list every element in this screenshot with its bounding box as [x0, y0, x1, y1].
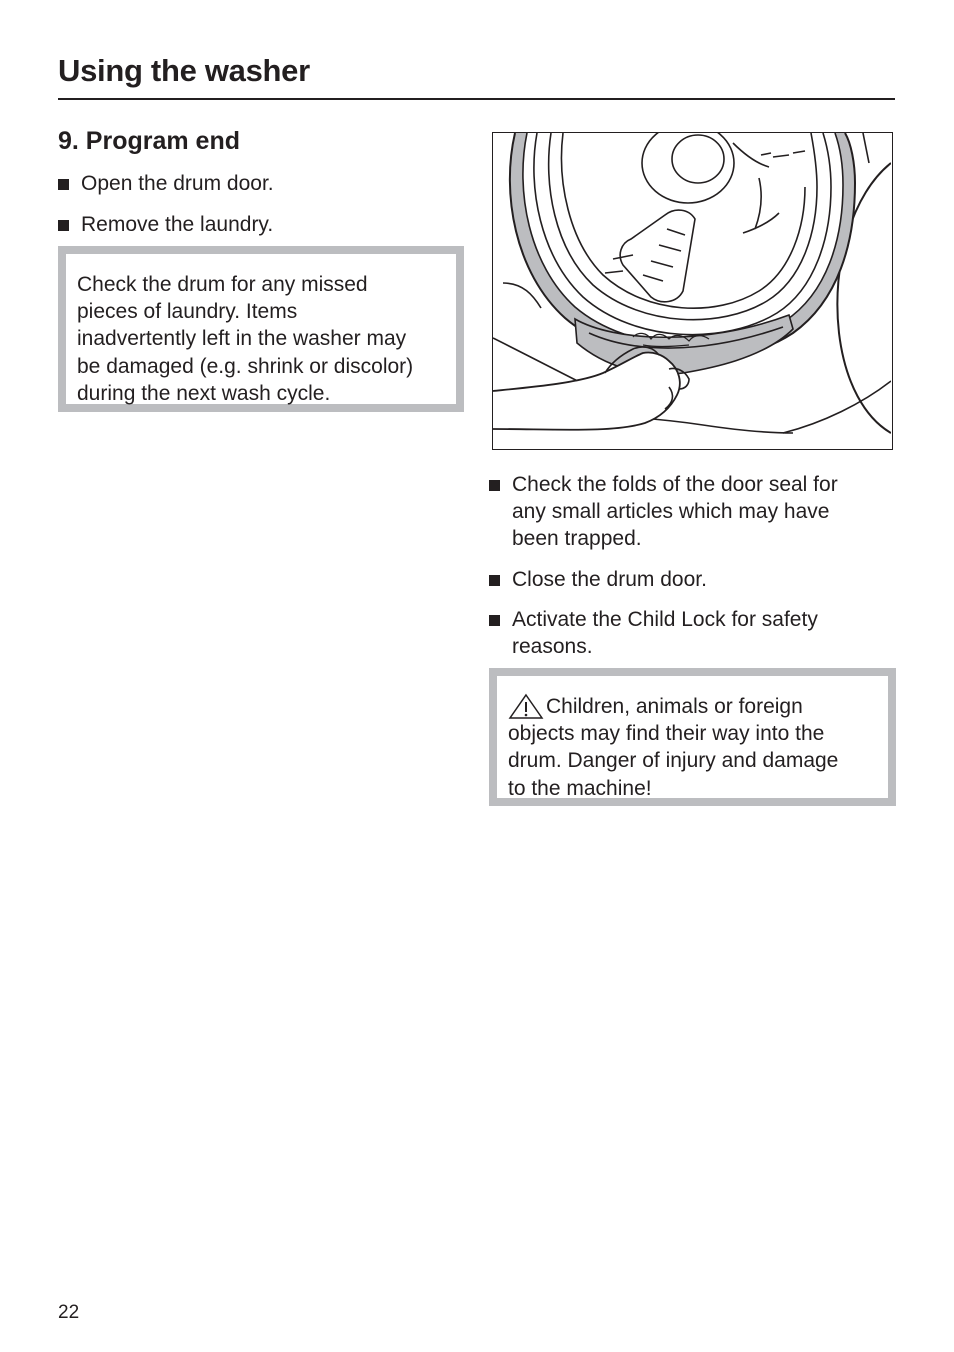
bullet-square-icon: [58, 179, 69, 190]
warning-line: [508, 693, 888, 720]
info-line: inadvertently left in the washer may: [77, 327, 407, 351]
section-title: 9. Program end: [58, 127, 240, 155]
step-check-door-seal: [489, 471, 895, 553]
warning-box: [489, 668, 896, 806]
step-open-drum-door: [58, 170, 458, 197]
warning-line: to the machine!: [508, 776, 652, 800]
step-text: Close the drum door.: [512, 568, 707, 591]
warning-line: drum. Danger of injury and damage: [508, 749, 839, 773]
info-line: during the next wash cycle.: [77, 381, 331, 405]
step-text: Remove the laundry.: [81, 213, 274, 236]
warning-text: Children, animals or foreign: [546, 695, 803, 718]
info-line: Check the drum for any missed: [77, 273, 368, 296]
step-text: Activate the Child Lock for safety: [512, 608, 818, 631]
step-text: reasons.: [512, 635, 593, 659]
step-activate-child-lock: [489, 606, 895, 660]
warning-line: objects may find their way into the: [508, 722, 825, 746]
drum-seal-illustration: [492, 132, 893, 450]
step-remove-laundry: [58, 211, 458, 238]
warning-triangle-icon: [508, 693, 544, 720]
bullet-square-icon: [489, 480, 500, 491]
step-text: Open the drum door.: [81, 172, 274, 195]
bullet-square-icon: [58, 220, 69, 231]
page-number: 22: [58, 1302, 80, 1323]
step-close-drum-door: [489, 566, 895, 593]
step-text: been trapped.: [512, 527, 642, 551]
info-line: be damaged (e.g. shrink or discolor): [77, 354, 414, 378]
bullet-square-icon: [489, 575, 500, 586]
page-title: Using the washer: [58, 53, 310, 88]
title-rule: [58, 98, 895, 100]
step-text: Check the folds of the door seal for: [512, 473, 838, 496]
step-text: any small articles which may have: [512, 500, 830, 524]
bullet-square-icon: [489, 615, 500, 626]
info-line: pieces of laundry. Items: [77, 300, 298, 324]
info-box: [58, 246, 464, 412]
